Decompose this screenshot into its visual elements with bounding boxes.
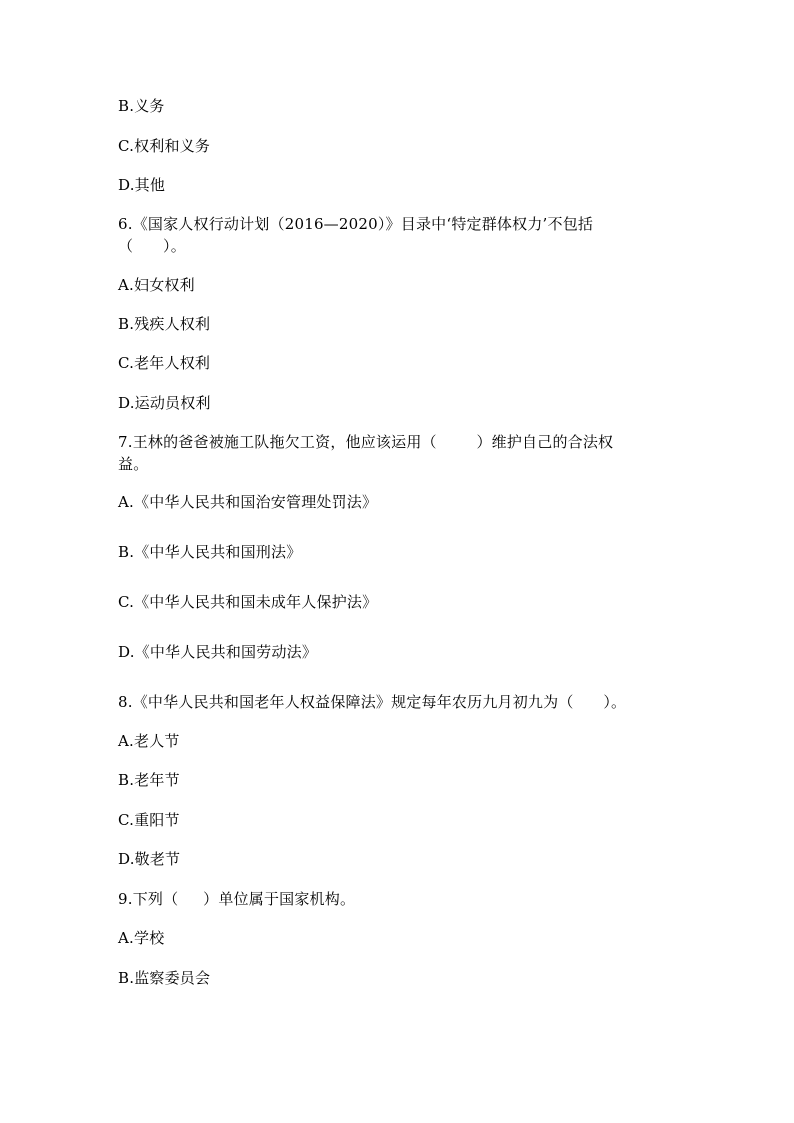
option-q8-a: A.老人节 [118,732,180,750]
option-q5-d: D.其他 [118,176,166,194]
option-q6-a: A.妇女权利 [118,276,195,294]
question-8: 8.《中华人民共和国老年人权益保障法》规定每年农历九月初九为（ ）。 [118,693,627,711]
option-q5-c: C.权利和义务 [118,137,211,155]
option-q9-a: A.学校 [118,929,165,947]
question-6-line-1: 6.《国家人权行动计划（2016—2020）》目录中‘特定群体权力’不包括 [118,215,594,233]
option-q8-d: D.敬老节 [118,850,181,868]
question-9: 9.下列（ ）单位属于国家机构。 [118,890,356,908]
option-q7-a: A.《中华人民共和国治安管理处罚法》 [118,493,378,511]
question-7-line-1: 7.王林的爸爸被施工队拖欠工资，他应该运用（ ）维护自己的合法权 [118,433,614,451]
option-q8-c: C.重阳节 [118,811,180,829]
option-q6-d: D.运动员权利 [118,394,211,412]
option-q7-c: C.《中华人民共和国未成年人保护法》 [118,593,378,611]
option-q6-c: C.老年人权利 [118,354,211,372]
option-q7-d: D.《中华人民共和国劳动法》 [118,643,318,661]
question-6-line-2: （ ）。 [118,237,186,255]
option-q5-b: B.义务 [118,97,165,115]
option-q6-b: B.残疾人权利 [118,315,211,333]
option-q9-b: B.监察委员会 [118,969,211,987]
option-q8-b: B.老年节 [118,771,180,789]
question-7-line-2: 益。 [118,455,149,473]
option-q7-b: B.《中华人民共和国刑法》 [118,543,302,561]
